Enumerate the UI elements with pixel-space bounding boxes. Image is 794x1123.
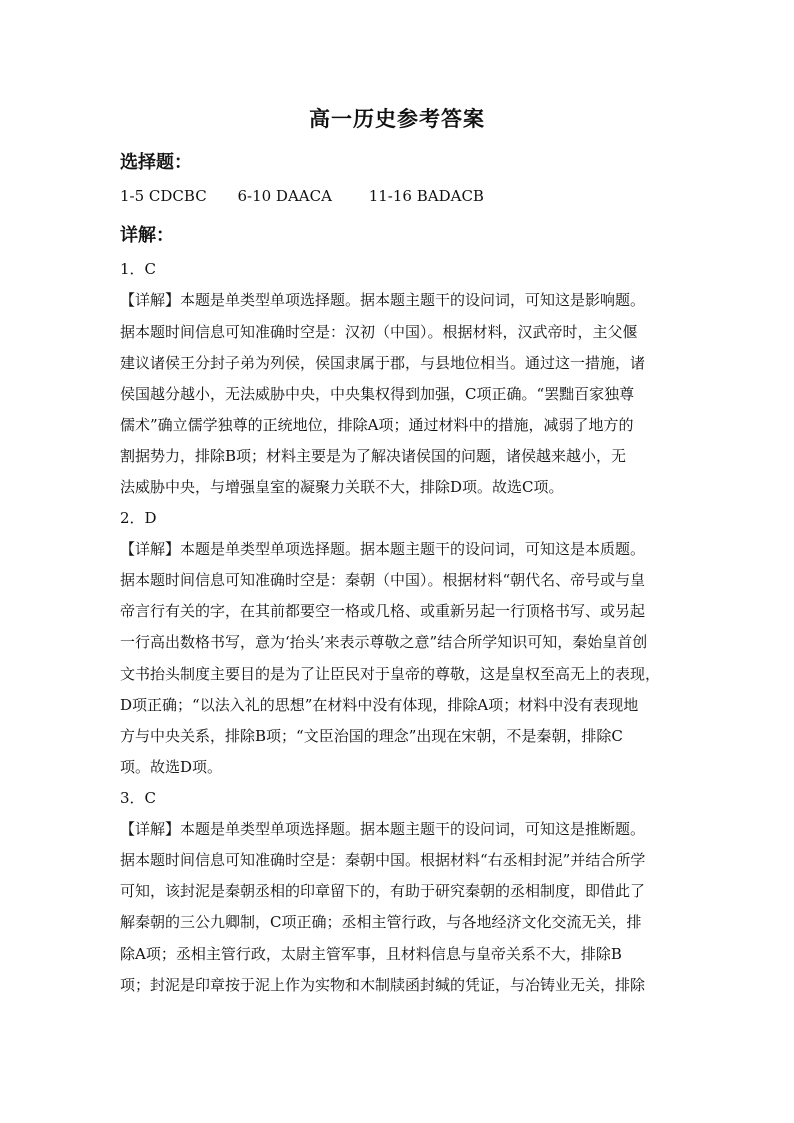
explanation-line: 一行高出数格书写，意为‘抬头’来表示尊敬之意”结合所学知识可知，秦始皇首创 <box>120 633 648 651</box>
explanation-line: 法威胁中央，与增强皇室的凝聚力关联不大，排除D项。故选C项。 <box>120 478 564 496</box>
explanation-line: 解秦朝的三公九卿制，C项正确；丞相主管行政，与各地经济文化交流无关，排 <box>120 913 642 931</box>
page-title: 高一历史参考答案 <box>309 106 485 131</box>
section-heading-detail: 详解： <box>120 225 174 246</box>
explanation-line: 帝言行有关的字，在其前都要空一格或几格、或重新另起一行顶格书写、或另起 <box>120 602 646 620</box>
explanation-line: 除A项；丞相主管行政，太尉主管军事，且材料信息与皇帝关系不大，排除B <box>120 945 622 963</box>
explanation-line: 据本题时间信息可知准确时空是：秦朝中国。根据材料“右丞相封泥”并结合所学 <box>120 851 646 869</box>
explanation-line: 【详解】本题是单类型单项选择题。据本题主题干的设问词，可知这是影响题。 <box>120 291 646 309</box>
explanation-line: 【详解】本题是单类型单项选择题。据本题主题干的设问词，可知这是推断题。 <box>120 820 646 838</box>
section-heading-choice: 选择题： <box>120 152 192 173</box>
explanation-line: 方与中央关系，排除B项；“文臣治国的理念”出现在宋朝，不是秦朝，排除C <box>120 727 623 745</box>
explanation-line: D项正确；“以法入礼的思想”在材料中没有体现，排除A项；材料中没有表现地 <box>120 696 639 714</box>
question-number: 2．D <box>120 509 157 527</box>
explanation-line: 据本题时间信息可知准确时空是：汉初（中国）。根据材料，汉武帝时，主父偃 <box>120 323 638 341</box>
answer-group-11-16: 11-16 BADACB <box>368 187 484 205</box>
question-number: 1．C <box>120 260 157 278</box>
explanation-line: 儒术”确立儒学独尊的正统地位，排除A项；通过材料中的措施，减弱了地方的 <box>120 416 634 434</box>
explanation-line: 文书抬头制度主要目的是为了让臣民对于皇帝的尊敬，这是皇权至高无上的表现， <box>120 665 661 683</box>
answer-key-row <box>120 186 484 206</box>
explanation-line: 割据势力，排除B项；材料主要是为了解决诸侯国的问题，诸侯越来越小，无 <box>120 447 627 465</box>
explanation-line: 项。故选D项。 <box>120 758 223 776</box>
explanation-line: 建议诸侯王分封子弟为列侯，侯国隶属于郡，与县地位相当。通过这一措施，诸 <box>120 354 646 372</box>
explanation-line: 侯国越分越小，无法威胁中央，中央集权得到加强，C项正确。“罢黜百家独尊 <box>120 385 635 403</box>
explanation-line: 据本题时间信息可知准确时空是：秦朝（中国）。根据材料“朝代名、帝号或与皇 <box>120 571 646 589</box>
explanation-line: 项；封泥是印章按于泥上作为实物和木制牍函封缄的凭证，与冶铸业无关，排除 <box>120 976 646 994</box>
answer-group-6-10: 6-10 DAACA <box>237 187 332 205</box>
explanation-line: 【详解】本题是单类型单项选择题。据本题主题干的设问词，可知这是本质题。 <box>120 540 646 558</box>
answer-group-1-5: 1-5 CDCBC <box>120 187 207 205</box>
explanation-line: 可知，该封泥是秦朝丞相的印章留下的，有助于研究秦朝的丞相制度，即借此了 <box>120 882 646 900</box>
question-number: 3．C <box>120 789 157 807</box>
